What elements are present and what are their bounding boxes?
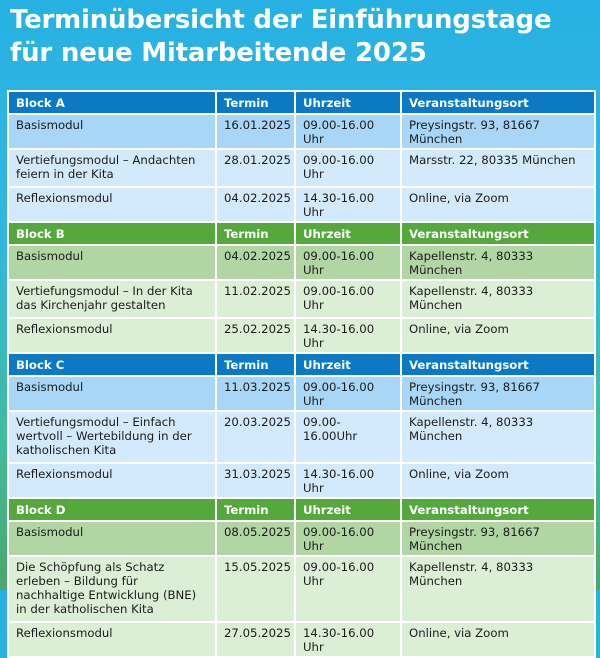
termin-cell: 16.01.2025 (216, 114, 295, 149)
column-header-termin: Termin (216, 222, 295, 245)
modul-cell: Basismodul (8, 521, 216, 556)
modul-cell: Basismodul (8, 376, 216, 411)
block-a-header (8, 91, 595, 114)
column-header-termin: Termin (216, 353, 295, 376)
modul-cell: Reflexionsmodul (8, 187, 216, 222)
block-name: Block C (8, 353, 216, 376)
schedule-table (7, 90, 596, 658)
table-row (8, 463, 595, 498)
uhrzeit-cell: 14.30-16.00 Uhr (295, 463, 401, 498)
modul-cell: Die Schöpfung als Schatz erleben – Bildung für nachhaltige Entwicklung (BNE) in der katholischen Kita (8, 556, 216, 622)
table-row (8, 411, 595, 463)
table-row (8, 318, 595, 353)
page-title-line-2: für neue Mitarbeitende 2025 (10, 38, 427, 68)
block-b-header (8, 222, 595, 245)
ort-cell: Preysingstr. 93, 81667 München (401, 376, 595, 411)
uhrzeit-cell: 09.00-16.00 Uhr (295, 521, 401, 556)
modul-cell: Basismodul (8, 245, 216, 280)
modul-cell: Reflexionsmodul (8, 463, 216, 498)
schedule-table-container (7, 90, 594, 654)
column-header-termin: Termin (216, 498, 295, 521)
column-header-ort: Veranstaltungsort (401, 222, 595, 245)
column-header-ort: Veranstaltungsort (401, 353, 595, 376)
block-name: Block A (8, 91, 216, 114)
ort-cell: Preysingstr. 93, 81667 München (401, 521, 595, 556)
uhrzeit-cell: 09.00-16.00 Uhr (295, 556, 401, 622)
page-title-line-1: Terminübersicht der Einführungstage (10, 5, 552, 35)
ort-cell: Kapellenstr. 4, 80333 München (401, 280, 595, 318)
column-header-termin: Termin (216, 91, 295, 114)
page-title (10, 4, 590, 70)
termin-cell: 04.02.2025 (216, 245, 295, 280)
ort-cell: Kapellenstr. 4, 80333 München (401, 411, 595, 463)
table-row (8, 149, 595, 187)
modul-cell: Vertiefungsmodul – Einfach wertvoll – Wertebildung in der katholischen Kita (8, 411, 216, 463)
table-row (8, 114, 595, 149)
modul-cell: Basismodul (8, 114, 216, 149)
block-name: Block B (8, 222, 216, 245)
termin-cell: 11.03.2025 (216, 376, 295, 411)
termin-cell: 25.02.2025 (216, 318, 295, 353)
table-row (8, 622, 595, 657)
table-row (8, 556, 595, 622)
termin-cell: 20.03.2025 (216, 411, 295, 463)
termin-cell: 31.03.2025 (216, 463, 295, 498)
table-row (8, 521, 595, 556)
termin-cell: 11.02.2025 (216, 280, 295, 318)
ort-cell: Kapellenstr. 4, 80333 München (401, 245, 595, 280)
column-header-uhrzeit: Uhrzeit (295, 222, 401, 245)
column-header-uhrzeit: Uhrzeit (295, 353, 401, 376)
uhrzeit-cell: 09.00-16.00 Uhr (295, 245, 401, 280)
uhrzeit-cell: 14.30-16.00 Uhr (295, 622, 401, 657)
uhrzeit-cell: 09.00-16.00 Uhr (295, 280, 401, 318)
table-row (8, 376, 595, 411)
termin-cell: 04.02.2025 (216, 187, 295, 222)
ort-cell: Online, via Zoom (401, 622, 595, 657)
column-header-ort: Veranstaltungsort (401, 498, 595, 521)
uhrzeit-cell: 09.00-16.00 Uhr (295, 149, 401, 187)
uhrzeit-cell: 14.30-16.00 Uhr (295, 318, 401, 353)
table-row (8, 187, 595, 222)
modul-cell: Reflexionsmodul (8, 622, 216, 657)
block-c-header (8, 353, 595, 376)
termin-cell: 08.05.2025 (216, 521, 295, 556)
termin-cell: 15.05.2025 (216, 556, 295, 622)
ort-cell: Marsstr. 22, 80335 München (401, 149, 595, 187)
uhrzeit-cell: 09.00-16.00Uhr (295, 411, 401, 463)
uhrzeit-cell: 09.00-16.00 Uhr (295, 376, 401, 411)
table-row (8, 245, 595, 280)
modul-cell: Reflexionsmodul (8, 318, 216, 353)
ort-cell: Kapellenstr. 4, 80333 München (401, 556, 595, 622)
ort-cell: Online, via Zoom (401, 318, 595, 353)
block-d-header (8, 498, 595, 521)
column-header-uhrzeit: Uhrzeit (295, 498, 401, 521)
termin-cell: 27.05.2025 (216, 622, 295, 657)
table-row (8, 280, 595, 318)
uhrzeit-cell: 14.30-16.00 Uhr (295, 187, 401, 222)
ort-cell: Online, via Zoom (401, 187, 595, 222)
block-name: Block D (8, 498, 216, 521)
column-header-uhrzeit: Uhrzeit (295, 91, 401, 114)
modul-cell: Vertiefungsmodul – In der Kita das Kirchenjahr gestalten (8, 280, 216, 318)
column-header-ort: Veranstaltungsort (401, 91, 595, 114)
termin-cell: 28.01.2025 (216, 149, 295, 187)
modul-cell: Vertiefungsmodul – Andachten feiern in der Kita (8, 149, 216, 187)
ort-cell: Online, via Zoom (401, 463, 595, 498)
uhrzeit-cell: 09.00-16.00 Uhr (295, 114, 401, 149)
ort-cell: Preysingstr. 93, 81667 München (401, 114, 595, 149)
